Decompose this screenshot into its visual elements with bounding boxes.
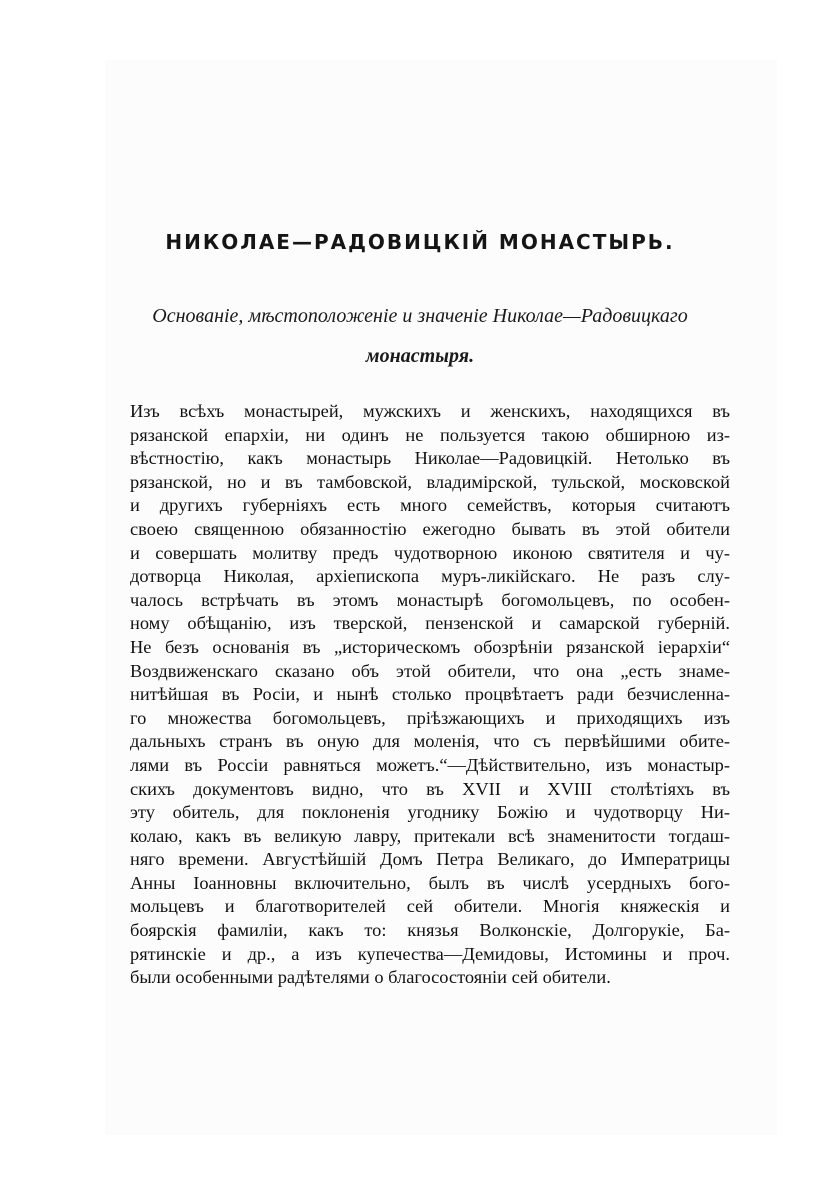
text-line: рязанской, но и въ тамбовской, владимірской, тульской, московской <box>130 471 730 492</box>
text-line: дальныхъ странъ въ оную для моленія, что съ первѣйшими обите- <box>130 731 730 752</box>
text-line: чалось встрѣчать въ этомъ монастырѣ богомольцевъ, по особен- <box>130 589 730 610</box>
text-line: Не безъ основанія въ „историческомъ обозрѣніи рязанской іерархіи“ <box>130 636 730 657</box>
page-subtitle <box>0 296 840 376</box>
text-line: нитѣйшая въ Росіи, и нынѣ столько процвѣтаетъ ради безчисленна- <box>130 684 730 705</box>
text-line: рятинскіе и др., а изъ купечества—Демидовы, Истомины и проч. <box>130 943 730 964</box>
body-paragraph <box>130 400 730 990</box>
text-line: няго времени. Августѣйшій Домъ Петра Великаго, до Императрицы <box>130 849 730 870</box>
text-line: вѣстностію, какъ монастырь Николае—Радовицкій. Нетолько въ <box>130 448 730 469</box>
text-line: были особенными радѣтелями о благосостояніи сей обители. <box>130 967 611 988</box>
text-line: Воздвиженскаго сказано объ этой обители, что она „есть знаме- <box>130 660 730 681</box>
text-line: рязанской епархіи, ни одинъ не пользуется такою обширною из- <box>130 424 730 445</box>
text-line: мольцевъ и благотворителей сей обители. Многія княжескія и <box>130 896 730 917</box>
text-line: Изъ всѣхъ монастырей, мужскихъ и женскихъ, находящихся въ <box>130 401 730 421</box>
text-line: боярскія фамиліи, какъ то: князья Волконскіе, Долгорукіе, Ба- <box>130 920 730 941</box>
text-line: своею священною обязанностію ежегодно бывать въ этой обители <box>130 518 730 539</box>
page-title: НИКОЛАЕ—РАДОВИЦКІЙ МОНАСТЫРЬ. <box>165 230 675 254</box>
text-line: эту обитель, для поклоненія угоднику Божію и чудотворцу Ни- <box>130 802 730 823</box>
text-line: ному обѣщанію, изъ тверской, пензенской и самарской губерній. <box>130 613 730 634</box>
text-line: скихъ документовъ видно, что въ XVII и XVIII столѣтіяхъ въ <box>130 778 730 799</box>
text-line: и другихъ губерніяхъ есть много семействъ, которыя считаютъ <box>130 495 730 516</box>
text-line: го множества богомольцевъ, пріѣзжающихъ и приходящихъ изъ <box>130 707 730 728</box>
subtitle-line-2: монастыря. <box>365 345 475 367</box>
text-line: Анны Іоанновны включительно, былъ въ числѣ усердныхъ бого- <box>130 872 730 893</box>
subtitle-line-1: Основаніе, мѣстоположеніе и значеніе Николае—Радовицкаго <box>152 305 688 327</box>
text-line: дотворца Николая, архіепископа муръ-ликійскаго. Не разъ слу- <box>130 566 730 587</box>
text-line: лями въ Россіи равняться можетъ.“—Дѣйствительно, изъ монастыр- <box>130 754 730 775</box>
text-line: и совершать молитву предъ чудотворною иконою святителя и чу- <box>130 542 730 563</box>
text-line: колаю, какъ въ великую лавру, притекали всѣ знаменитости тогдаш- <box>130 825 730 846</box>
